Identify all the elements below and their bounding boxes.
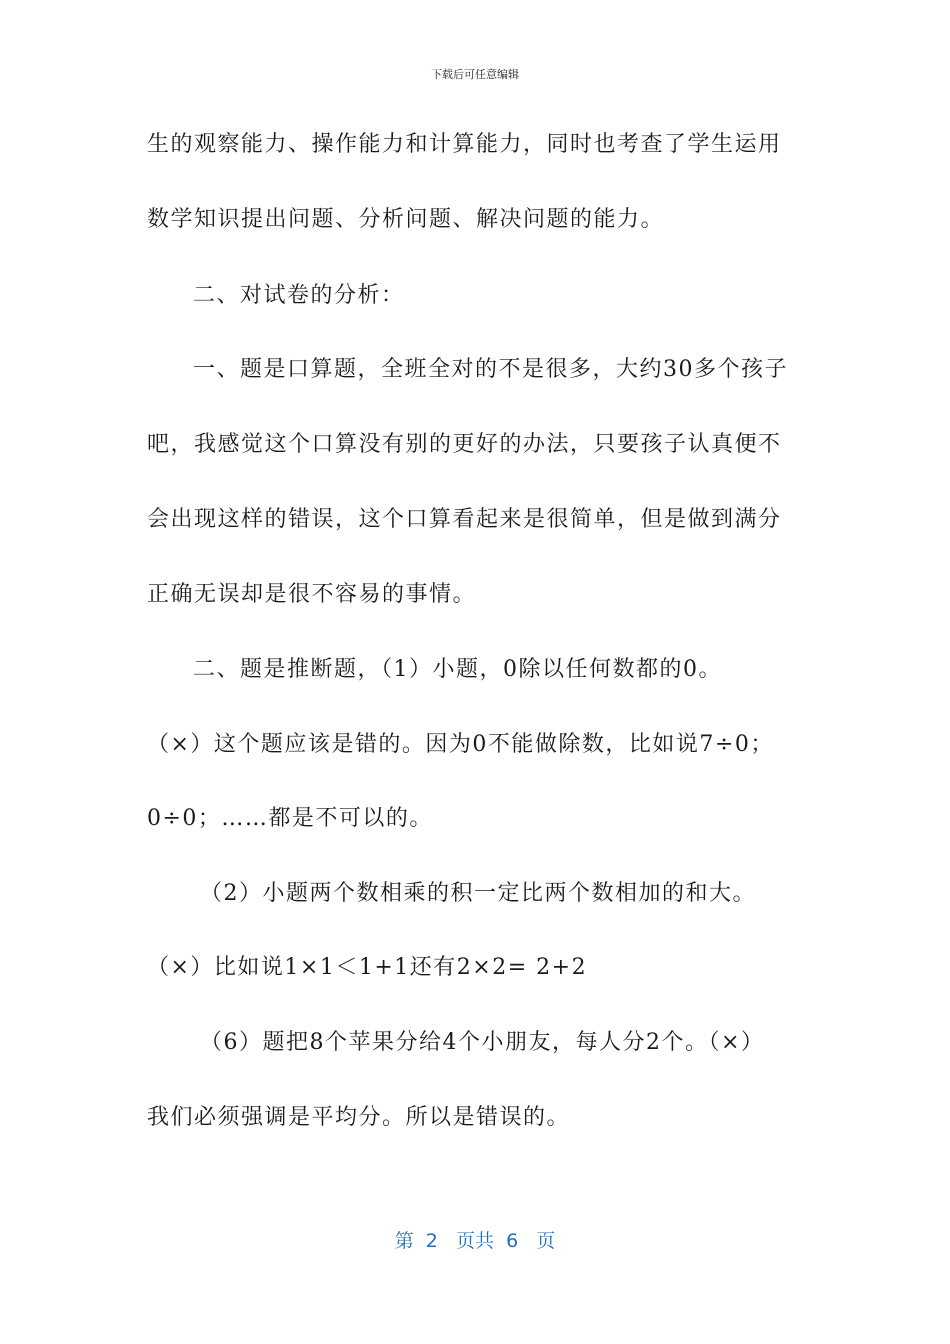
body-line-2: 数学知识提出问题、分析问题、解决问题的能力。 — [147, 207, 665, 232]
body-line-9: （×）这个题应该是错的。因为0不能做除数，比如说7÷0； — [147, 732, 774, 757]
section-heading: 二、对试卷的分析： — [193, 283, 405, 308]
body-line-5: 吧，我感觉这个口算没有别的更好的办法，只要孩子认真便不 — [147, 432, 782, 457]
body-line-7: 正确无误却是很不容易的事情。 — [147, 582, 477, 607]
body-line-8: 二、题是推断题，（1）小题，0除以任何数都的0。 — [193, 657, 722, 682]
body-line-1: 生的观察能力、操作能力和计算能力，同时也考查了学生运用 — [147, 132, 782, 157]
body-line-4: 一、题是口算题，全班全对的不是很多，大约30多个孩子 — [193, 357, 788, 382]
body-line-6: 会出现这样的错误，这个口算看起来是很简单，但是做到满分 — [147, 507, 782, 532]
page-footer: 第 2 页共 6 页 — [394, 1230, 556, 1252]
body-line-13: （6）题把8个苹果分给4个小朋友，每人分2个。（×） — [200, 1030, 765, 1055]
page-header: 下载后可任意编辑 — [431, 68, 519, 81]
body-line-10: 0÷0；……都是不可以的。 — [147, 806, 433, 831]
body-line-12: （×）比如说1×1＜1+1还有2×2= 2+2 — [147, 955, 588, 980]
body-line-14: 我们必须强调是平均分。所以是错误的。 — [147, 1105, 571, 1130]
body-line-11: （2）小题两个数相乘的积一定比两个数相加的和大。 — [200, 881, 756, 906]
